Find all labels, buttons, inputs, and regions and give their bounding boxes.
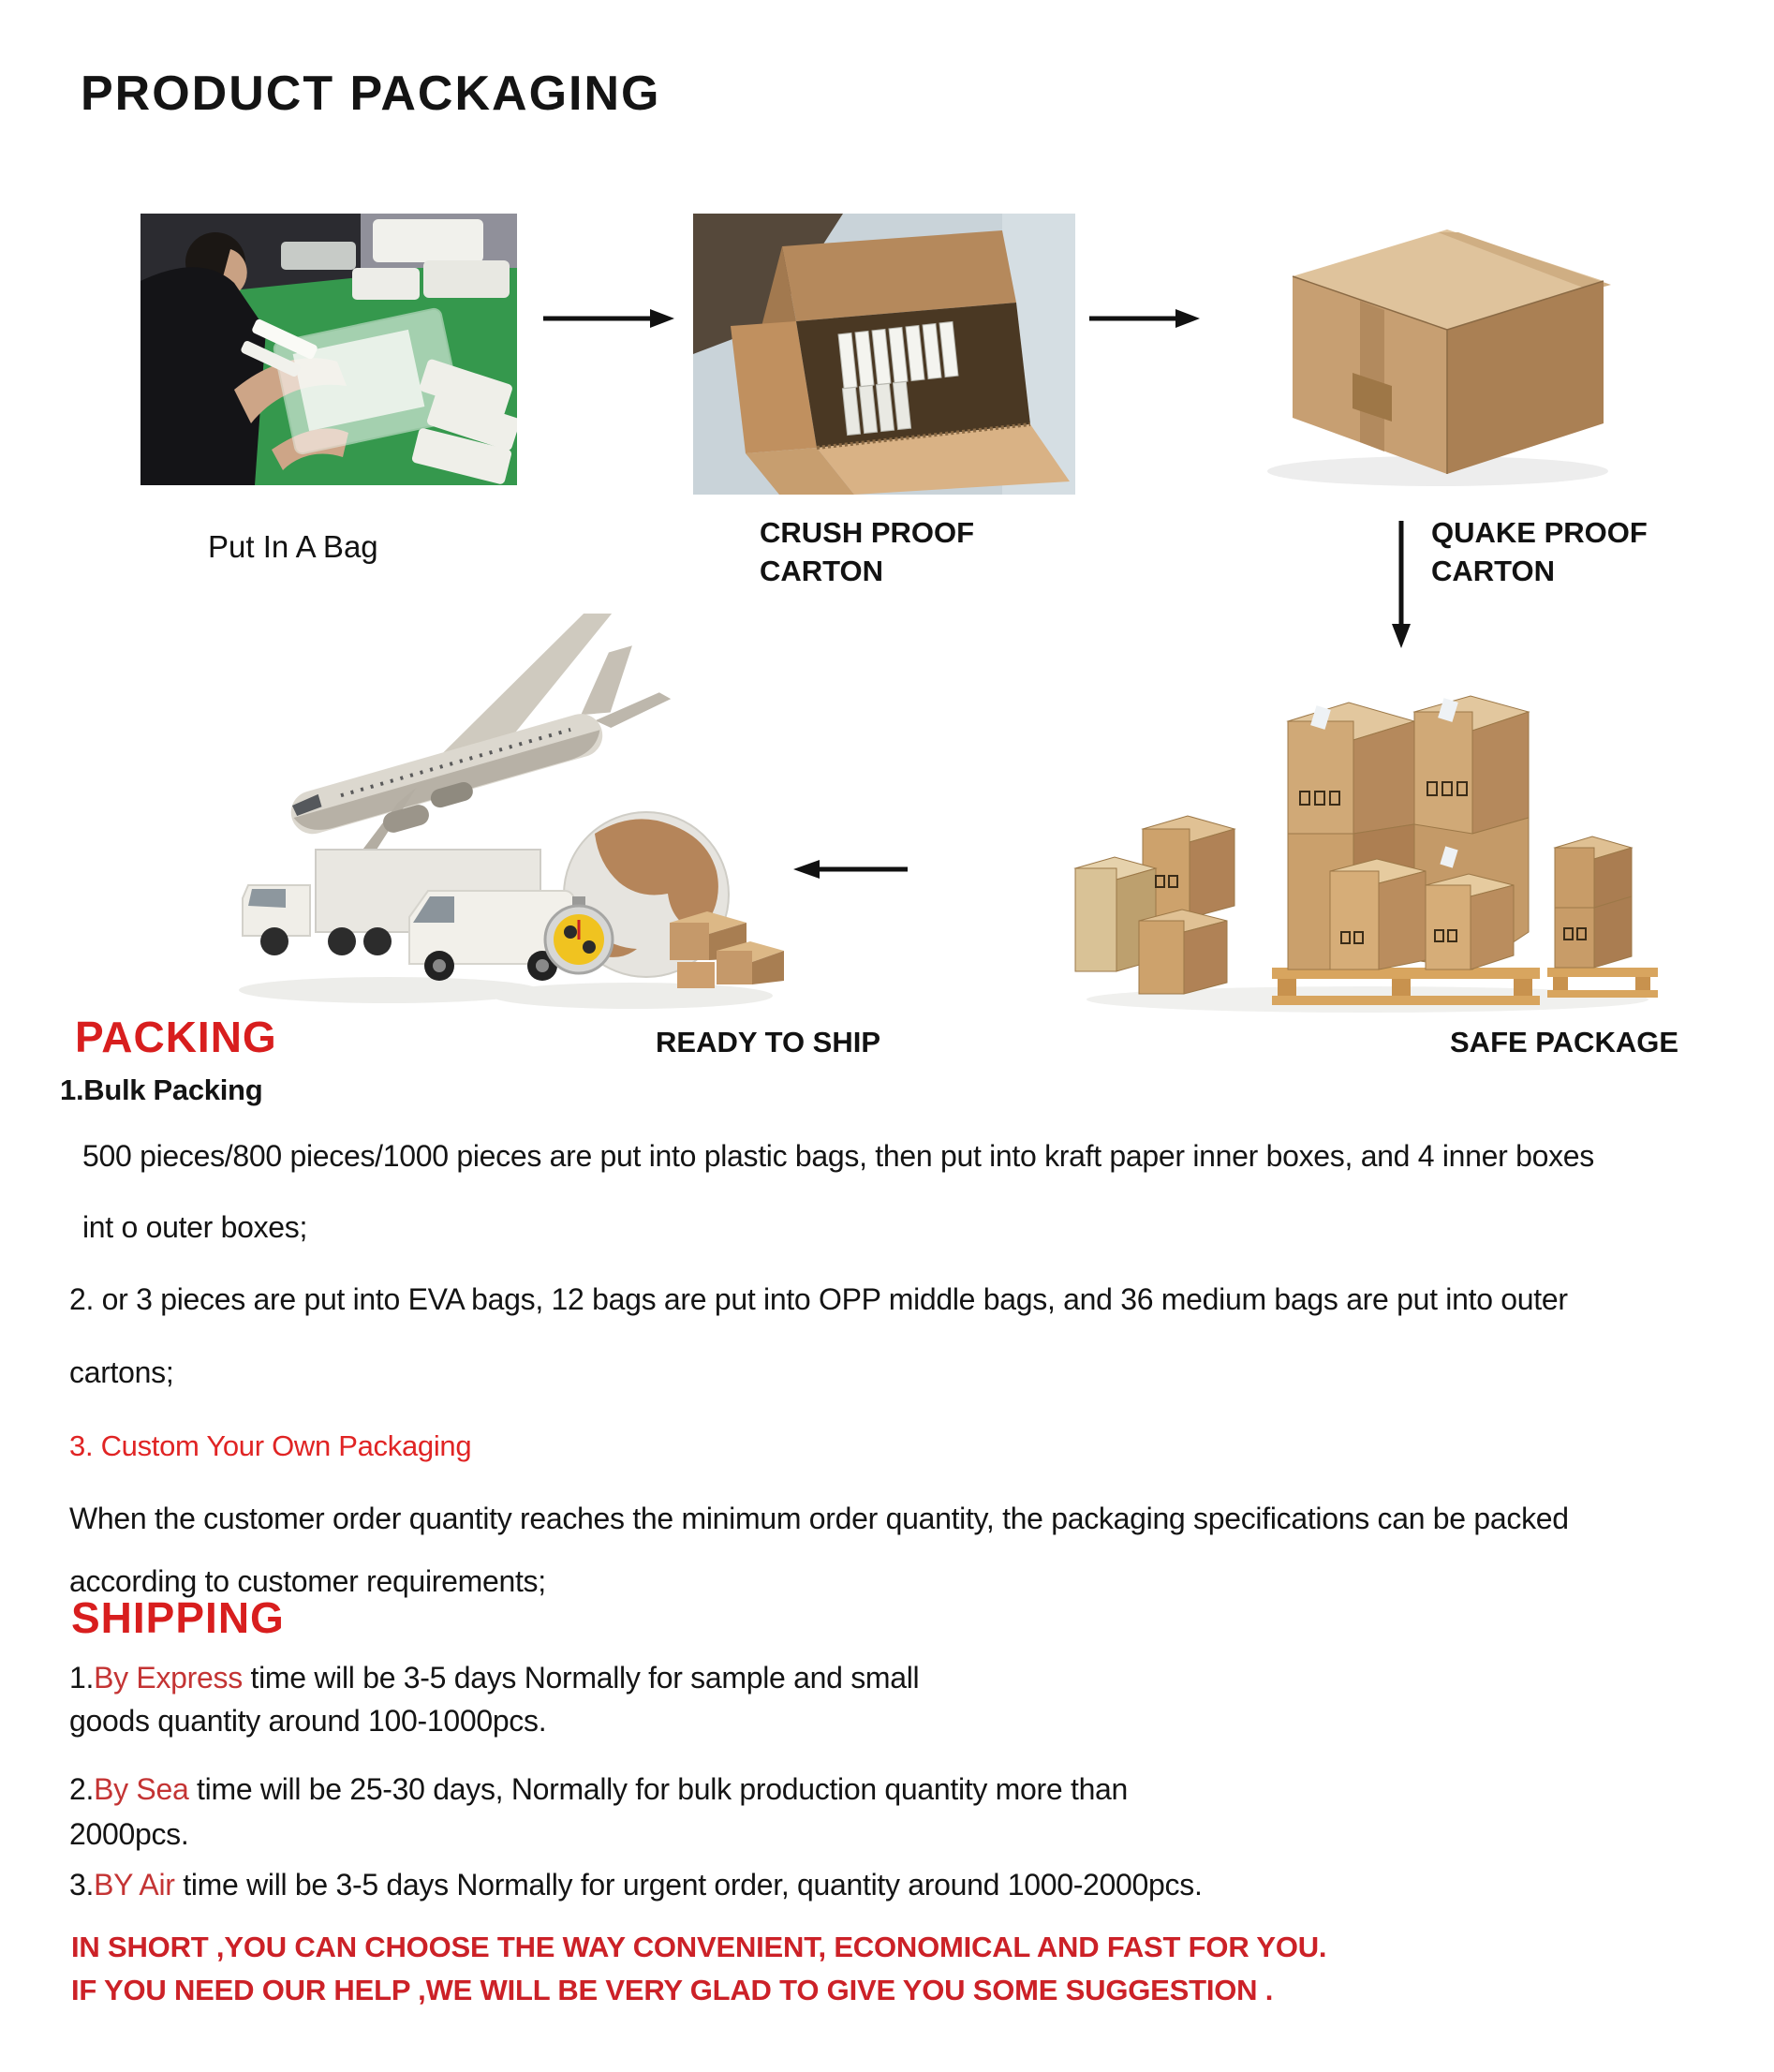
packing-heading: PACKING <box>75 1013 277 1061</box>
logistics-illustration <box>229 614 791 1016</box>
custom-line-2: according to customer requirements; <box>69 1564 546 1598</box>
shipping-air-item <box>69 1868 1203 1902</box>
page-title: PRODUCT PACKAGING <box>81 67 661 121</box>
air-text: time will be 3-5 days Normally for urgent order, quantity around 1000-2000pcs. <box>174 1868 1203 1902</box>
footer-line-1: IN SHORT ,YOU CAN CHOOSE THE WAY CONVENIENT, ECONOMICAL AND FAST FOR YOU. <box>71 1931 1327 1963</box>
step2-caption: CRUSH PROOF CARTON <box>760 516 975 587</box>
box-stack-right <box>1555 836 1632 968</box>
sea-line-2: 2000pcs. <box>69 1817 189 1851</box>
arrow-down-icon <box>1388 521 1414 648</box>
footer-line-2: IF YOU NEED OUR HELP ,WE WILL BE VERY GLAD TO GIVE YOU SOME SUGGESTION . <box>71 1974 1274 2006</box>
arrow-left-icon <box>793 856 908 882</box>
air-number: 3. <box>69 1868 95 1902</box>
crush-proof-carton-photo <box>693 214 1075 495</box>
eva-packing-paragraph <box>69 1263 1568 1409</box>
pallet-boxes-illustration <box>1049 651 1681 1016</box>
step5-caption: READY TO SHIP <box>656 1026 881 1058</box>
sea-number: 2. <box>69 1772 95 1806</box>
footer-note <box>71 1926 1326 2012</box>
ready-to-ship-photo <box>229 614 791 1016</box>
express-method: By Express <box>94 1661 243 1695</box>
step4-caption: SAFE PACKAGE <box>1450 1026 1679 1058</box>
sea-text: time will be 25-30 days, Normally for bulk production quantity more than <box>188 1772 1129 1806</box>
shipping-express-item <box>69 1656 919 1742</box>
custom-packaging-paragraph <box>69 1487 1569 1613</box>
bulk-line-2: int o outer boxes; <box>82 1210 308 1244</box>
arrow-right-icon <box>1089 305 1200 332</box>
express-number: 1. <box>69 1661 95 1695</box>
arrow-right-icon <box>543 305 674 332</box>
parcel-boxes-illustration <box>670 911 784 988</box>
air-method: BY Air <box>94 1868 175 1902</box>
box-stack-left <box>1075 816 1234 994</box>
closed-carton-illustration <box>1236 187 1630 496</box>
safe-package-photo <box>1049 651 1681 1016</box>
bag-packing-photo <box>140 214 517 485</box>
sea-line-1 <box>69 1767 1128 1812</box>
eva-line-2: cartons; <box>69 1355 174 1389</box>
express-line-1 <box>69 1656 919 1699</box>
sea-method: By Sea <box>94 1772 189 1806</box>
shipping-sea-item <box>69 1767 1128 1857</box>
step3-caption: QUAKE PROOF CARTON <box>1431 516 1648 587</box>
bulk-packing-paragraph <box>82 1120 1594 1263</box>
bulk-packing-title: 1.Bulk Packing <box>60 1073 263 1106</box>
custom-packaging-title: 3. Custom Your Own Packaging <box>69 1429 472 1462</box>
quake-proof-carton-photo <box>1236 187 1630 496</box>
shipping-heading: SHIPPING <box>71 1593 285 1642</box>
open-carton-illustration <box>693 214 1075 495</box>
bag-packing-illustration <box>140 214 517 485</box>
express-line-2: goods quantity around 100-1000pcs. <box>69 1704 547 1738</box>
express-text: time will be 3-5 days Normally for sample and small <box>242 1661 920 1695</box>
bulk-line-1: 500 pieces/800 pieces/1000 pieces are put into plastic bags, then put into kraft paper inner boxes, and 4 inner boxes <box>82 1139 1594 1173</box>
carton-front-tape <box>1360 301 1384 451</box>
eva-line-1: 2. or 3 pieces are put into EVA bags, 12 bags are put into OPP middle bags, and 36 medium bags are put into outer <box>69 1282 1568 1316</box>
custom-line-1: When the customer order quantity reaches the minimum order quantity, the packaging specifications can be packed <box>69 1502 1569 1535</box>
step1-caption: Put In A Bag <box>208 529 378 564</box>
